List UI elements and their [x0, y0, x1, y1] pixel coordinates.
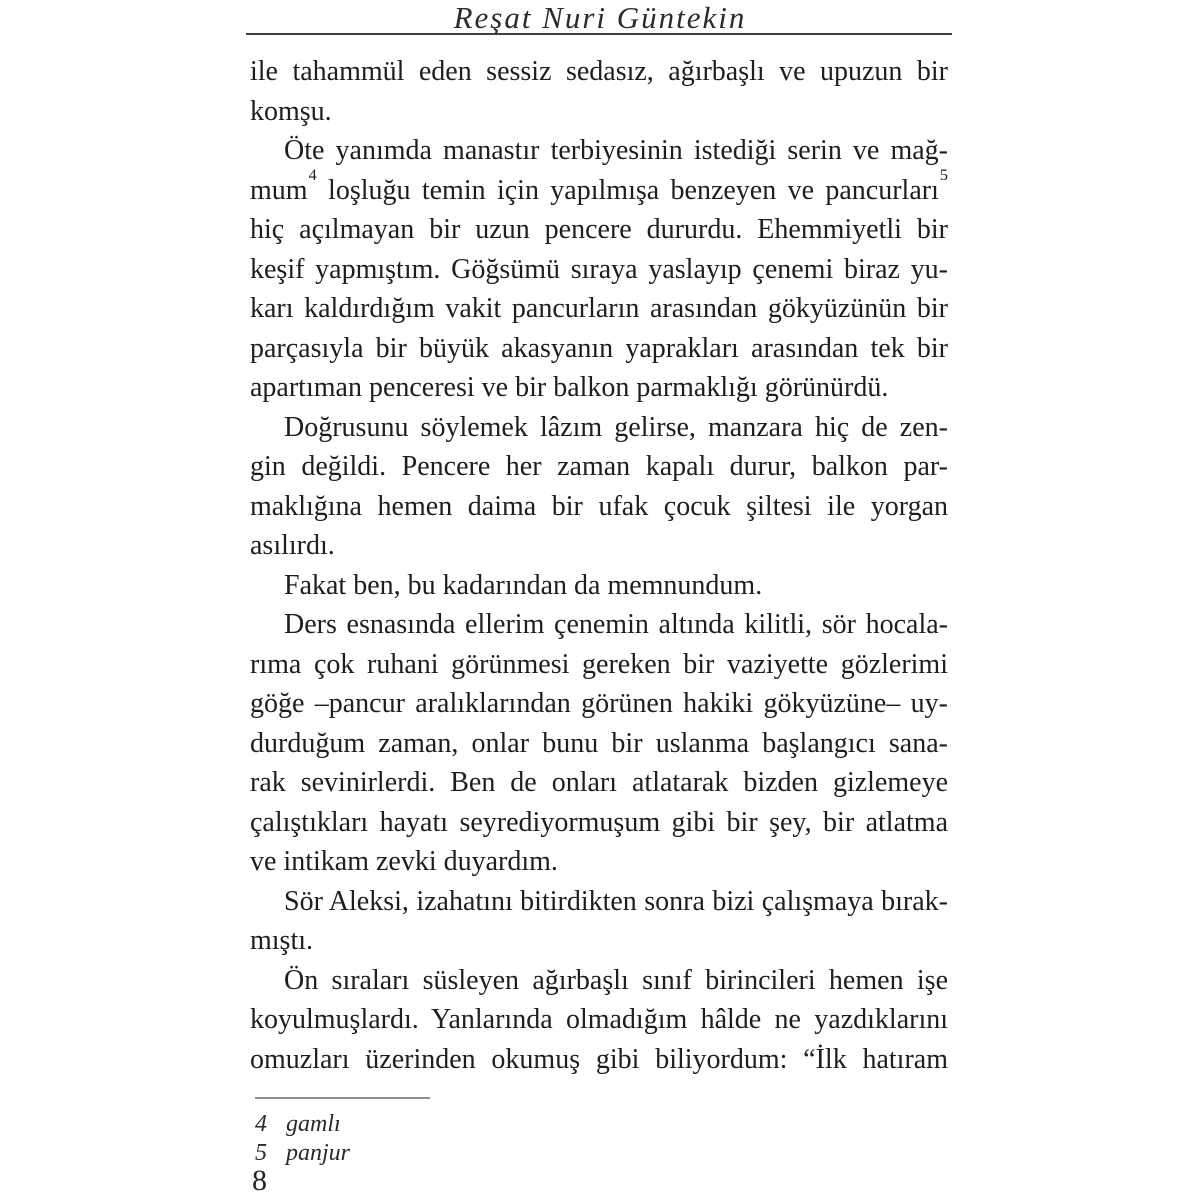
footnote-item	[250, 1110, 948, 1139]
body-line: göğe –pancur aralıklarından görünen hakiki gökyüzüne– uy-	[250, 688, 948, 719]
body-line: rıma çok ruhani görünmesi gereken bir vaziyette gözlerimi	[250, 648, 948, 680]
footnotes	[250, 1097, 948, 1167]
body-line: ile tahammül eden sessiz sedasız, ağırbaşlı ve upuzun bir	[250, 56, 948, 87]
footnote-ref: 4	[308, 166, 317, 185]
footnote-text: panjur	[286, 1139, 351, 1166]
body-line: hiç açılmayan bir uzun pencere dururdu. Ehemmiyetli bir	[250, 214, 948, 245]
body-line: parçasıyla bir büyük akasyanın yaprakları arasından tek bir	[250, 332, 948, 364]
body-line: karı kaldırdığım vakit pancurların arasından gökyüzünün bir	[250, 293, 948, 324]
body-text	[250, 52, 948, 1079]
footnote-number: 4	[255, 1111, 267, 1137]
footnote-ref: 5	[939, 166, 948, 185]
page-number: 8	[252, 1164, 267, 1197]
body-line: durduğum zaman, onlar bunu bir uslanma başlangıcı sana-	[250, 727, 948, 759]
footnote-text: gamlı	[286, 1111, 341, 1137]
body-line: Fakat ben, bu kadarından da memnundum.	[284, 569, 763, 601]
body-line: Öte yanımda manastır terbiyesinin istediği serin ve mağ-	[284, 135, 948, 166]
body-line: çalıştıkları hayatı seyrediyormuşum gibi bir şey, bir atlatma	[250, 806, 948, 838]
body-line: keşif yapmıştım. Göğsümü sıraya yaslayıp çenemi biraz yu-	[250, 253, 948, 285]
body-line: Doğrusunu söylemek lâzım gelirse, manzara hiç de zen-	[284, 411, 948, 443]
body-line: maklığına hemen daima bir ufak çocuk şiltesi ile yorgan	[250, 490, 948, 522]
running-header-author: Reşat Nuri Güntekin	[453, 0, 747, 35]
header-rule	[246, 33, 952, 35]
body-line: koyulmuşlardı. Yanlarında olmadığım hâlde ne yazdıklarını	[250, 1004, 948, 1035]
body-line: ve intikam zevki duyardım.	[250, 846, 558, 877]
footnote-item	[250, 1139, 948, 1168]
body-line: omuzları üzerinden okumuş gibi biliyordum: “İlk hatıram	[250, 1043, 948, 1075]
body-line: Sör Aleksi, izahatını bitirdikten sonra bizi çalışmaya bırak-	[284, 885, 948, 917]
body-line: asılırdı.	[250, 530, 335, 561]
footnote-number: 5	[255, 1139, 267, 1166]
body-line: rak sevinirlerdi. Ben de onları atlatarak bizden gizlemeye	[250, 767, 948, 798]
body-line: Ön sıraları süsleyen ağırbaşlı sınıf birincileri hemen işe	[284, 964, 948, 996]
body-line: mıştı.	[250, 925, 314, 956]
body-line: apartıman penceresi ve bir balkon parmaklığı görünürdü.	[250, 372, 889, 403]
footnote-divider	[255, 1097, 430, 1099]
body-line: gin değildi. Pencere her zaman kapalı durur, balkon par-	[250, 451, 948, 482]
body-line: komşu.	[250, 95, 332, 127]
body-line: mum$^4$ loşluğu temin için yapılmışa benzeyen ve pancurları$^5$	[250, 166, 948, 206]
body-line: Ders esnasında ellerim çenemin altında kilitli, sör hocala-	[284, 609, 948, 640]
